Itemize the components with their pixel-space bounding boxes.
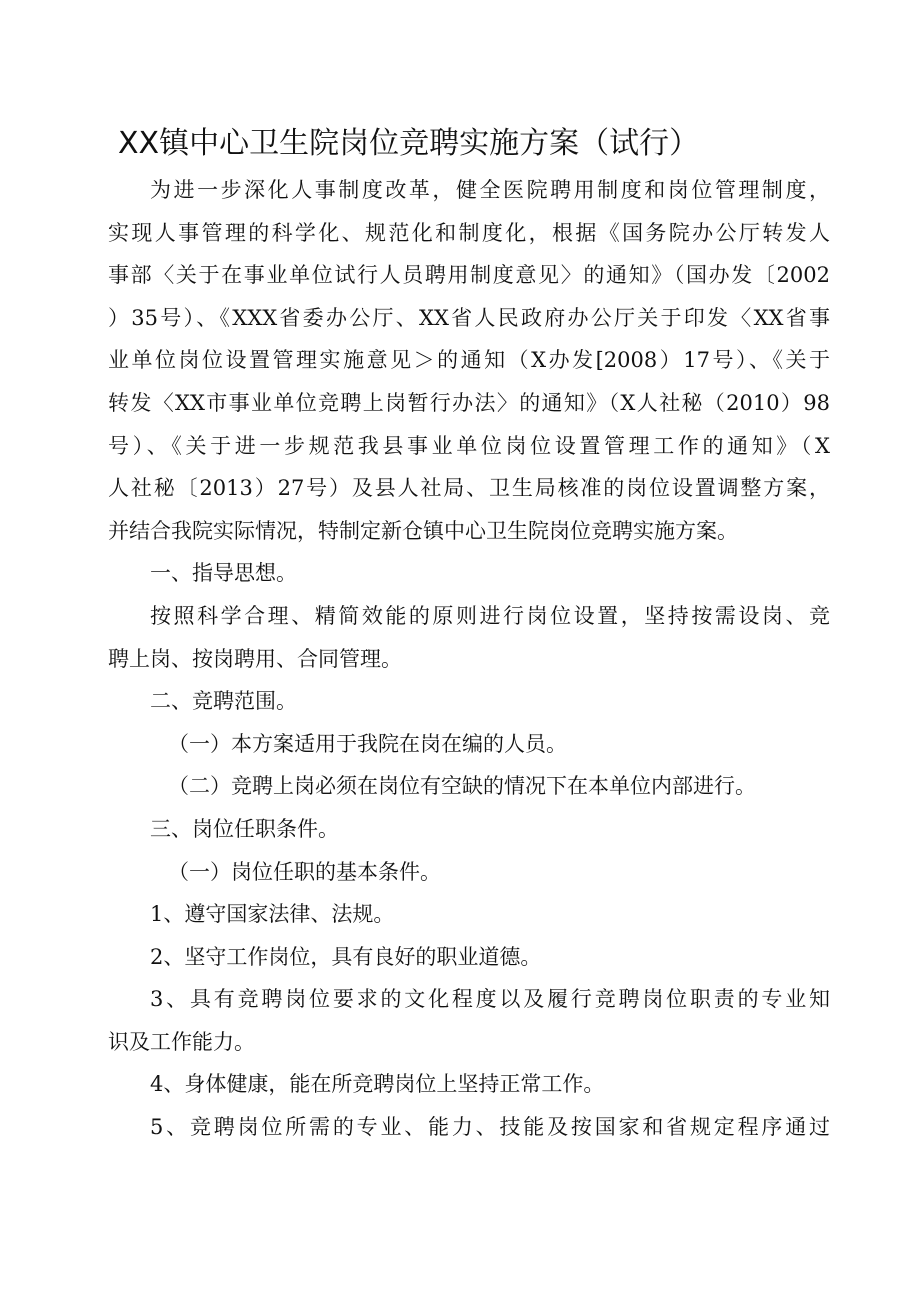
section-heading: 二、竞聘范围。 (150, 689, 297, 714)
body-line: 并结合我院实际情况，特制定新仓镇中心卫生院岗位竞聘实施方案。 (108, 518, 738, 543)
list-item: 1、遵守国家法律、法规。 (150, 902, 395, 927)
list-item: 4、身体健康，能在所竞聘岗位上坚持正常工作。 (150, 1072, 605, 1097)
list-item: 2、坚守工作岗位，具有良好的职业道德。 (150, 944, 542, 969)
list-item: 5、竞聘岗位所需的专业、能力、技能及按国家和省规定程序通过 (150, 1115, 830, 1140)
section-heading: 一、指导思想。 (150, 561, 297, 586)
body-line: 为进一步深化人事制度改革，健全医院聘用制度和岗位管理制度， (150, 178, 830, 202)
body-line: 按照科学合理、精简效能的原则进行岗位设置，坚持按需设岗、竞 (150, 603, 830, 628)
body-line: 聘上岗、按岗聘用、合同管理。 (108, 646, 402, 671)
body-line: 事部〈关于在事业单位试行人员聘用制度意见〉的通知》（国办发〔2002 (108, 263, 830, 288)
subsection-heading: （一）岗位任职的基本条件。 (168, 859, 441, 884)
section-heading: 三、岗位任职条件。 (150, 816, 339, 841)
body-line: 实现人事管理的科学化、规范化和制度化，根据《国务院办公厅转发人 (108, 220, 830, 245)
body-line: 人社秘〔2013）27号）及县人社局、卫生局核准的岗位设置调整方案， (108, 476, 830, 501)
list-item: （一）本方案适用于我院在岗在编的人员。 (168, 731, 567, 756)
body-line: 转发〈XX市事业单位竞聘上岗暂行办法〉的通知》（X人社秘（2010）98 (108, 390, 830, 415)
list-item: （二）竞聘上岗必须在岗位有空缺的情况下在本单位内部进行。 (168, 774, 756, 799)
body-line: 号）、《关于进一步规范我县事业单位岗位设置管理工作的通知》（X (108, 433, 830, 458)
list-item: 3、具有竞聘岗位要求的文化程度以及履行竞聘岗位职责的专业知 (150, 987, 830, 1012)
body-line: 业单位岗位设置管理实施意见＞的通知（X办发[2008）17号）、《关于 (108, 348, 830, 373)
body-line: ）35号）、《XXX省委办公厅、XX省人民政府办公厅关于印发〈XX省事 (108, 305, 830, 330)
body-line: 识及工作能力。 (108, 1029, 255, 1054)
document-title: XX镇中心卫生院岗位竞聘实施方案（试行） (118, 126, 700, 161)
document-body (108, 169, 830, 1149)
